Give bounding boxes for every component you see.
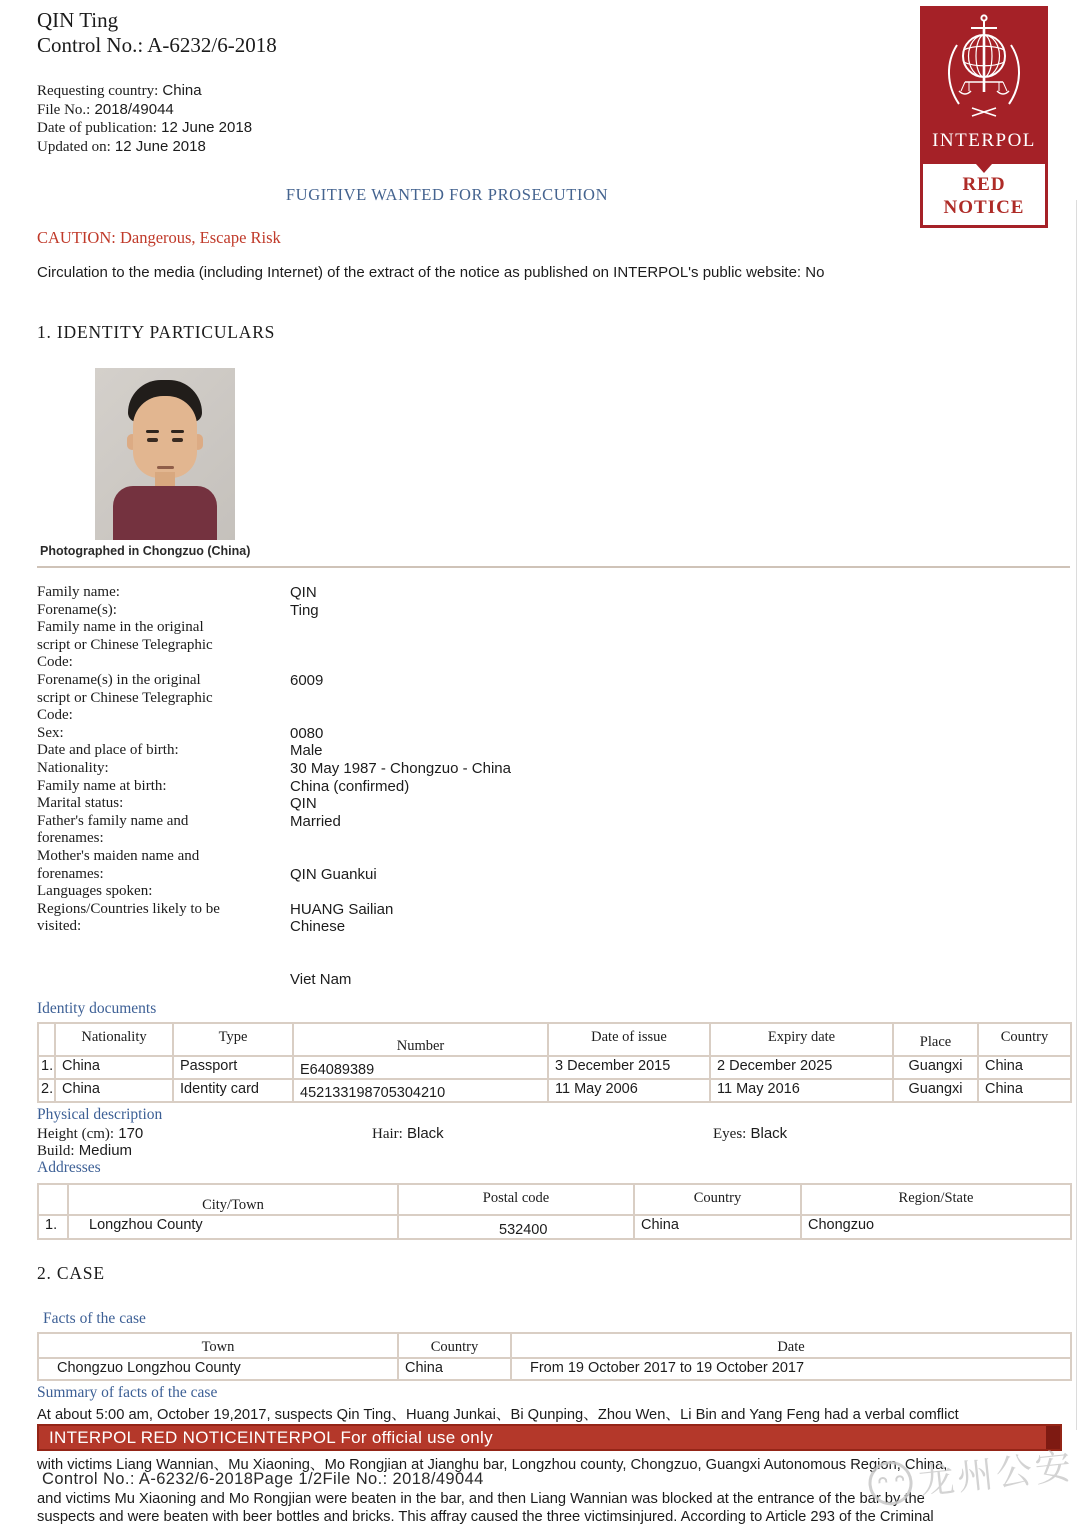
subject-name: QIN Ting	[37, 8, 119, 32]
red-notice-line1: RED	[962, 174, 1006, 195]
banner-text: INTERPOL RED NOTICEINTERPOL For official use only	[49, 1428, 493, 1447]
table-header-cell: Postal code	[398, 1184, 634, 1215]
hair-field: Hair: Black	[372, 1125, 444, 1142]
field-row: Nationality: 30 May 1987 - Chongzuo - China	[37, 759, 511, 777]
table-cell: 1.	[38, 1215, 68, 1239]
table-cell: 2.	[38, 1079, 55, 1102]
section-case-heading: 2. CASE	[37, 1263, 105, 1283]
field-row: Sex: 0080	[37, 724, 324, 742]
red-notice-label	[920, 164, 1048, 228]
table-header-cell: Country	[978, 1023, 1071, 1056]
field-row: Family name in the original	[37, 619, 204, 636]
document-title: FUGITIVE WANTED FOR PROSECUTION	[285, 185, 609, 204]
interpol-wordmark: INTERPOL	[932, 130, 1036, 151]
interpol-emblem-icon	[934, 12, 1034, 124]
official-use-banner	[37, 1424, 1062, 1451]
eyes-field: Eyes: Black	[713, 1125, 788, 1142]
table-cell: From 19 October 2017 to 19 October 2017	[511, 1358, 1071, 1380]
summary-line: with victims Liang Wannian、Mu Xiaoning、Mo Rongjian at Jianghu bar, Longzhou county, Chongzuo, Guangxi Autonomous Region, China,	[37, 1457, 948, 1473]
table-cell: Passport	[173, 1056, 293, 1079]
circulation-line: Circulation to the media (including Internet) of the extract of the notice as published on INTERPOL's public website: No	[37, 264, 825, 281]
table-cell: 2 December 2025	[710, 1056, 893, 1079]
addresses-heading: Addresses	[37, 1159, 101, 1176]
table-row	[38, 1056, 1071, 1079]
physical-description-heading: Physical description	[37, 1106, 163, 1123]
table-cell: 11 May 2006	[548, 1079, 710, 1102]
table-cell: China	[398, 1358, 511, 1380]
table-cell: China	[55, 1079, 173, 1102]
field-row: Date and place of birth: Male	[37, 742, 323, 760]
document-header	[37, 8, 277, 58]
table-header-row	[38, 1184, 1071, 1215]
table-header-cell: Type	[173, 1023, 293, 1056]
field-row: Regions/Countries likely to be HUANG Sailian	[37, 900, 394, 918]
build-field: Build: Medium	[37, 1142, 133, 1159]
table-header-cell	[38, 1023, 55, 1056]
field-row: Forename(s): Ting	[37, 601, 319, 619]
table-row	[38, 1215, 1071, 1239]
meta-publication-date: Date of publication: 12 June 2018	[37, 119, 253, 137]
summary-line: suspects and were beaten with beer bottles and bricks. This affray caused the three victimsinjured. According to Article 293 of the Criminal	[37, 1509, 934, 1525]
table-cell: Chongzuo Longzhou County	[38, 1358, 398, 1380]
field-row: Forename(s) in the original 6009	[37, 671, 324, 689]
summary-heading: Summary of facts of the case	[37, 1384, 218, 1401]
photo-eye	[172, 438, 183, 442]
meta-file-no: File No.: 2018/49044	[37, 100, 174, 118]
photo-brow	[171, 430, 184, 433]
watermark-text: 龙州公安	[916, 1445, 1076, 1503]
table-header-cell: Town	[38, 1333, 398, 1358]
table-cell: Chongzuo	[801, 1215, 1071, 1239]
meta-requesting-country: Requesting country: China	[37, 82, 202, 99]
summary-line: At about 5:00 am, October 19,2017, suspects Qin Ting、Huang Junkai、Bi Qunping、Zhou Wen、Li Bin and Yang Feng had a verbal comflict	[37, 1407, 959, 1423]
table-header-row	[38, 1023, 1071, 1056]
field-row: Mother's maiden name and	[37, 847, 200, 864]
field-row: Viet Nam	[290, 971, 352, 989]
table-cell: China	[634, 1215, 801, 1239]
field-row: Father's family name and Married	[37, 812, 341, 830]
scan-edge-line	[1076, 200, 1077, 1430]
table-header-row	[38, 1333, 1071, 1358]
table-cell: China	[978, 1079, 1071, 1102]
red-notice-line2: NOTICE	[943, 197, 1025, 218]
wechat-smiley-icon	[866, 1459, 914, 1507]
section-divider	[37, 566, 1070, 568]
photo-brow	[146, 430, 159, 433]
table-header-cell: Number	[293, 1023, 548, 1056]
table-header-cell: Country	[634, 1184, 801, 1215]
table-header-cell: Nationality	[55, 1023, 173, 1056]
table-header-cell: Date of issue	[548, 1023, 710, 1056]
table-cell: Longzhou County	[68, 1215, 398, 1239]
table-cell: 532400	[398, 1215, 634, 1239]
table-cell: China	[55, 1056, 173, 1079]
table-row	[38, 1079, 1071, 1102]
footer-control-line: Control No.: A-6232/6-2018Page 1/2File No.: 2018/49044	[42, 1470, 484, 1488]
summary-line: and victims Mu Xiaoning and Mo Rongjian were beaten in the bar, and then Liang Wannian was blocked at the entrance of the bar by the	[37, 1491, 925, 1507]
meta-updated-on: Updated on: 12 June 2018	[37, 137, 206, 155]
table-cell: 11 May 2016	[710, 1079, 893, 1102]
table-cell: 452133198705304210	[293, 1079, 548, 1102]
identity-fields	[37, 584, 1037, 989]
logo-notch	[976, 164, 992, 173]
table-cell: Guangxi	[893, 1056, 978, 1079]
table-header-cell: Place	[893, 1023, 978, 1056]
facts-table	[37, 1332, 1072, 1381]
table-cell: 1.	[38, 1056, 55, 1079]
photo-caption: Photographed in Chongzuo (China)	[40, 544, 251, 558]
field-row: Marital status: QIN	[37, 795, 317, 813]
table-cell: China	[978, 1056, 1071, 1079]
physical-line-1	[37, 1125, 1037, 1143]
table-header-cell: Date	[511, 1333, 1071, 1358]
photo-shirt	[113, 486, 217, 540]
field-row	[37, 953, 1037, 971]
identity-documents-heading: Identity documents	[37, 1000, 157, 1017]
field-row: script or Chinese Telegraphic	[37, 636, 213, 653]
height-field: Height (cm): 170	[37, 1125, 144, 1142]
table-cell: Identity card	[173, 1079, 293, 1102]
table-header-cell: Expiry date	[710, 1023, 893, 1056]
table-header-cell: Region/State	[801, 1184, 1071, 1215]
table-cell: E64089389	[293, 1056, 548, 1079]
field-row: visited: Chinese	[37, 918, 346, 936]
table-header-cell: Country	[398, 1333, 511, 1358]
photo-eye	[147, 438, 158, 442]
table-cell: 3 December 2015	[548, 1056, 710, 1079]
field-row: Family name at birth: China (confirmed)	[37, 777, 410, 795]
table-header-cell: City/Town	[68, 1184, 398, 1215]
notice-meta	[37, 82, 252, 156]
table-row	[38, 1358, 1071, 1380]
field-row: forenames: QIN Guankui	[37, 865, 377, 883]
field-row: Code:	[37, 654, 73, 671]
field-row: script or Chinese Telegraphic	[37, 689, 213, 706]
field-row: Family name: QIN	[37, 584, 317, 601]
field-row: forenames:	[37, 830, 104, 847]
table-cell: Guangxi	[893, 1079, 978, 1102]
control-number: Control No.: A-6232/6-2018	[37, 33, 277, 57]
interpol-red-notice-logo	[920, 6, 1048, 228]
addresses-table	[37, 1183, 1072, 1240]
field-row: Code:	[37, 707, 73, 724]
portrait-photo	[95, 368, 235, 540]
identity-documents-table	[37, 1022, 1072, 1103]
interpol-logo-panel	[920, 6, 1048, 164]
table-header-cell	[38, 1184, 68, 1215]
facts-heading: Facts of the case	[43, 1310, 146, 1327]
caution-line: CAUTION: Dangerous, Escape Risk	[37, 228, 281, 247]
photo-mouth	[157, 466, 174, 469]
section-identity-heading: 1. IDENTITY PARTICULARS	[37, 322, 276, 342]
field-row	[37, 936, 1037, 954]
field-row: Languages spoken:	[37, 883, 153, 900]
